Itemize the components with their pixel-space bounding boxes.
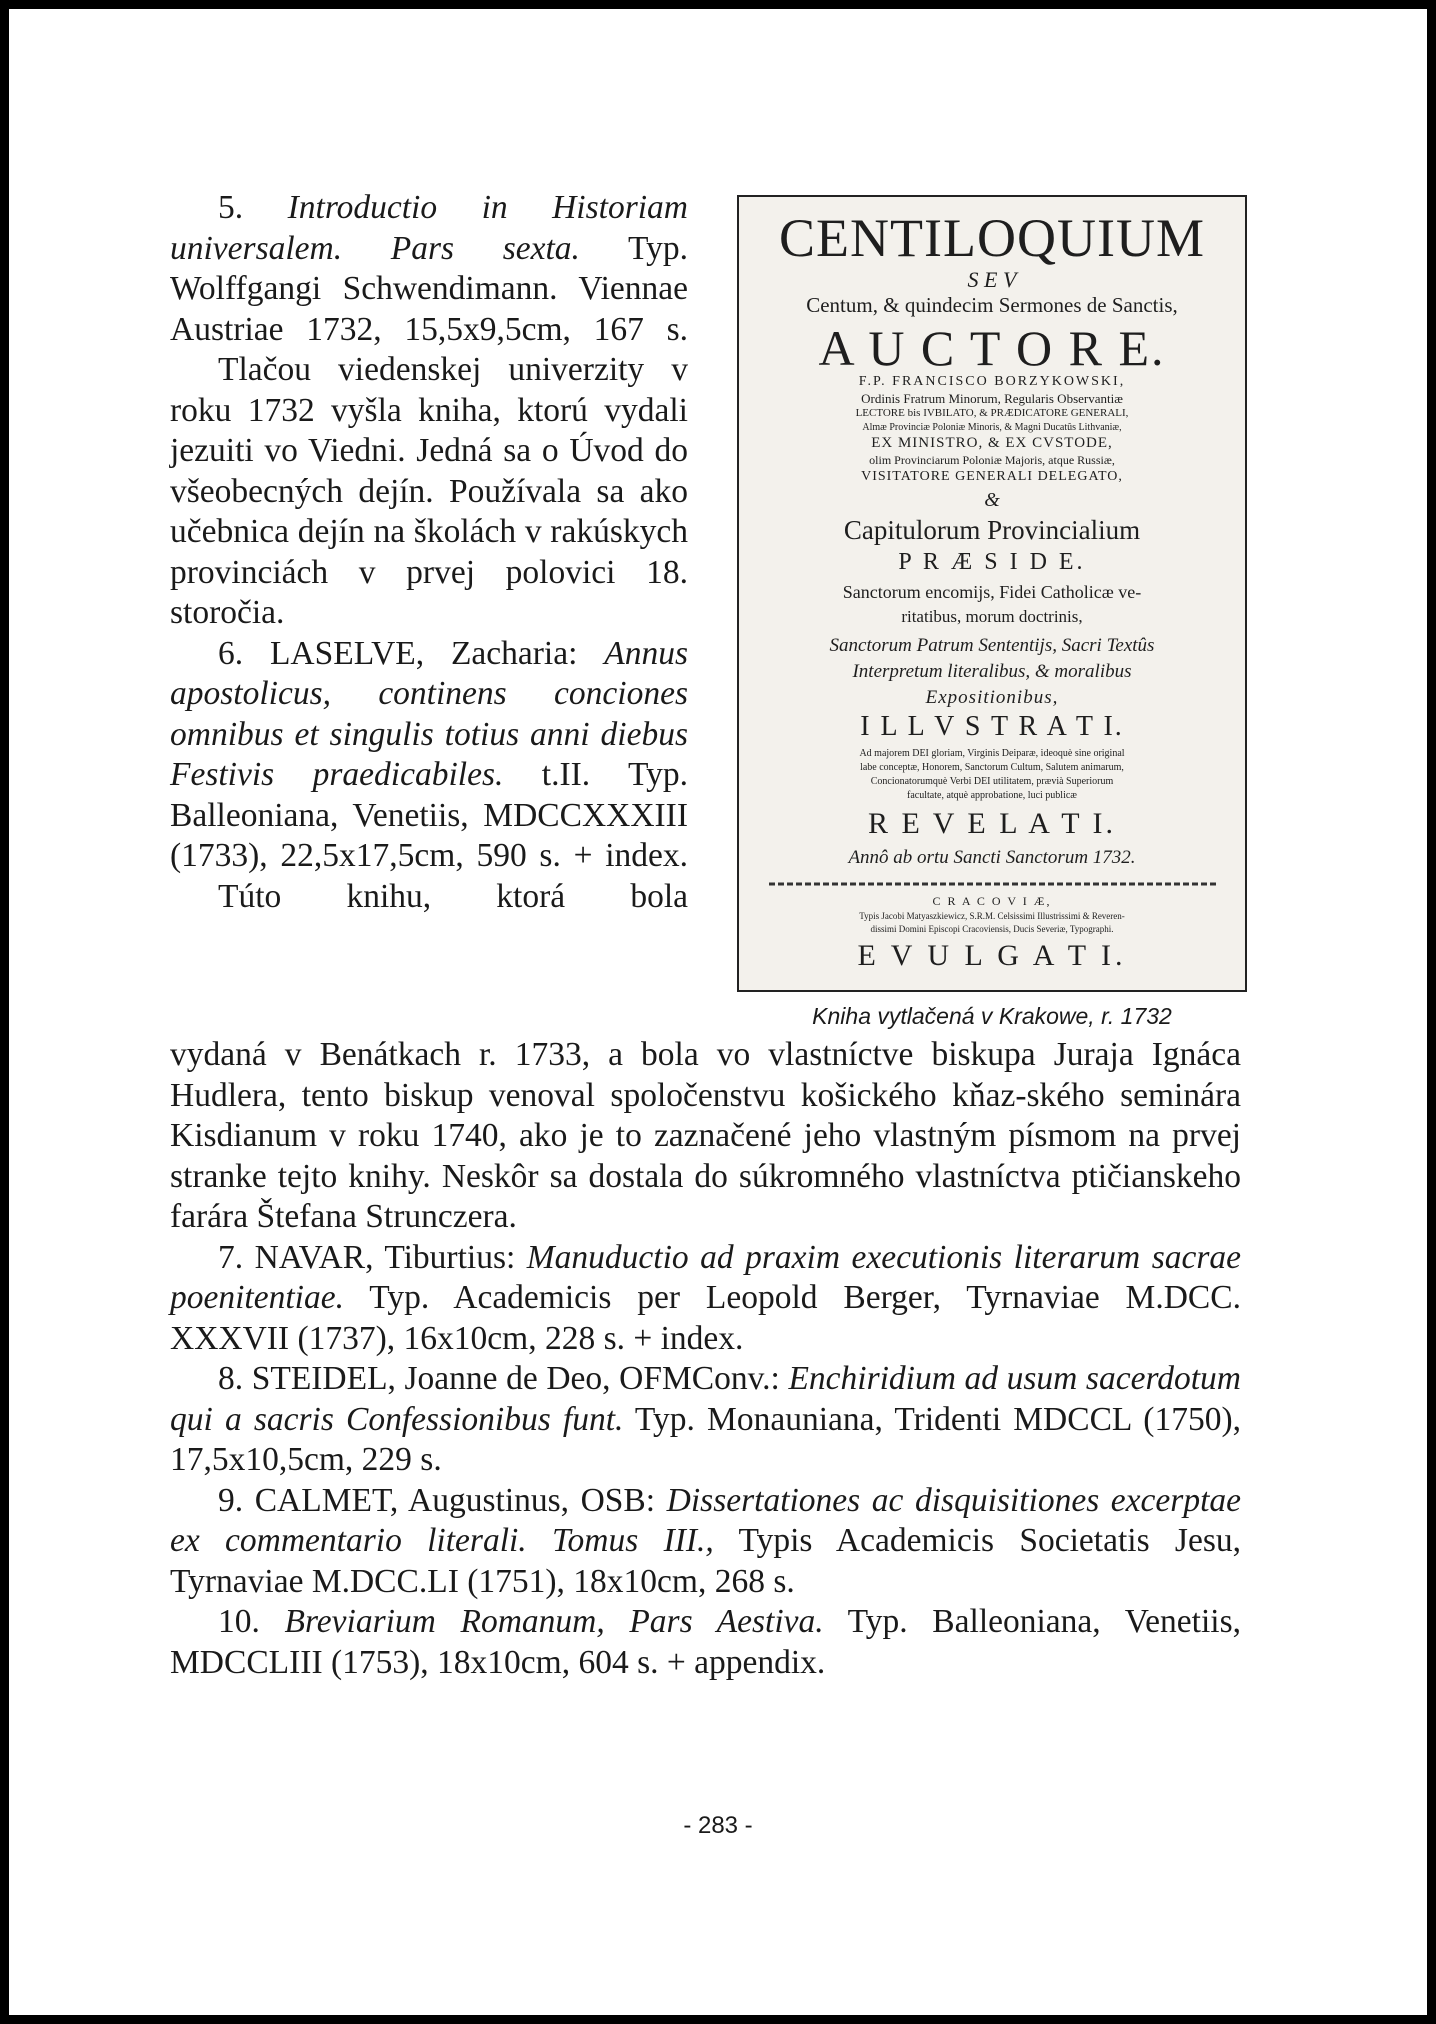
tp-line: & — [984, 489, 1000, 511]
entry-10 — [170, 1602, 1241, 1683]
entry-6 — [170, 634, 688, 877]
entry-5 — [170, 188, 688, 350]
entry-author: LASELVE, Zacharia: — [269, 634, 578, 672]
entry-6-description-rest: vydaná v Benátkach r. 1733, a bola vo vlastníctve biskupa Juraja Ignáca Hudlera, tento biskup venoval spoločenstvu košického kňaz-ského seminára Kisdianum v roku 1740, ako je to zaznačené jeho vlastným písmom na prvej stranke tejto knihy. Neskôr sa dostala do súkromného vlastníctva ptičianskeho farára Štefana Strunczera. — [170, 1036, 1241, 1235]
entry-5-description: Tlačou viedenskej univerzity v roku 1732 vyšla kniha, ktorú vydali jezuiti vo Viedni. Jedná sa o Úvod do všeobecných dejín. Používala sa ako učebnica dejín na školách v rakúskych provinciách v prvej polovici 18. storočia. — [170, 351, 688, 631]
tp-line: LECTORE bis IVBILATO, & PRÆDICATORE GENERALI, — [855, 407, 1129, 419]
entry-details: Typ. Wolffgangi Schwendimann. Viennae Austriae 1732, 15,5x9,5cm, 167 s. — [170, 229, 688, 348]
entry-number: 10. — [218, 1603, 260, 1640]
tp-line: Sanctorum encomijs, Fidei Catholicæ ve- — [842, 582, 1142, 602]
entry-6-description-start: Túto knihu, ktorá bola — [218, 877, 688, 915]
entry-number: 5. — [218, 189, 244, 226]
entry-author: NAVAR, Tiburtius: — [254, 1238, 516, 1276]
tp-line: Expositionibus, — [925, 687, 1059, 708]
entry-details: Typ. Academicis per Leopold Berger, Tyrnaviae M.DCC. XXXVII (1737), 16x10cm, 228 s. + index. — [170, 1279, 1241, 1357]
tp-line: Ad majorem DEI gloriam, Virginis Deiparæ, ideoquè sine original — [859, 748, 1125, 759]
entry-number: 7. — [218, 1238, 244, 1276]
entry-title: Manuductio ad praxim executionis literarum sacrae poenitentiae. — [170, 1238, 1242, 1316]
figure-caption: Kniha vytlačená v Krakowe, r. 1732 — [812, 1003, 1172, 1029]
tp-line: E V U L G A T I. — [857, 939, 1127, 972]
entry-number: 6. — [218, 634, 244, 672]
tp-line: C R A C O V I Æ, — [932, 894, 1052, 908]
tp-line: olim Provinciarum Poloniæ Majoris, atque Russiæ, — [869, 453, 1115, 467]
entry-title: Breviarium Romanum, Pars Aestiva. — [284, 1603, 824, 1640]
tp-line: I L L V S T R A T I. — [860, 711, 1124, 742]
entry-details: Typ. Balleoniana, Venetiis, MDCCLIII (1753), 18x10cm, 604 s. + appendix. — [170, 1603, 1241, 1681]
tp-line: facultate, atquè approbatione, luci publicæ — [907, 790, 1077, 801]
tp-line: A U C T O R E. — [818, 320, 1166, 376]
entry-7 — [170, 1238, 1241, 1360]
entry-details: Typis Academicis Societatis Jesu, Tyrnaviae M.DCC.LI (1751), 18x10cm, 268 s. — [170, 1522, 1241, 1600]
tp-line: Annô ab ortu Sancti Sanctorum 1732. — [848, 847, 1136, 868]
tp-line: EX MINISTRO, & EX CVSTODE, — [871, 435, 1113, 451]
tp-line: Concionatorumquè Verbi DEI utilitatem, prævià Superiorum — [870, 776, 1114, 787]
entry-8 — [170, 1359, 1241, 1481]
tp-line: Sanctorum Patrum Sententijs, Sacri Textûs — [829, 635, 1155, 656]
tp-line: P R Æ S I D E. — [898, 549, 1086, 575]
entry-number: 8. — [218, 1360, 244, 1397]
page-number: - 283 - — [683, 1812, 753, 1839]
tp-line: CENTILOQUIUM — [779, 208, 1205, 268]
tp-line: Centum, & quindecim Sermones de Sanctis, — [806, 293, 1178, 317]
tp-line: VISITATORE GENERALI DELEGATO, — [861, 469, 1123, 484]
tp-line: dissimi Domini Episcopi Cracoviensis, Ducis Severiæ, Typographi. — [870, 924, 1114, 934]
entry-author: STEIDEL, Joanne de Deo, OFMConv.: — [251, 1360, 780, 1397]
entry-title: Enchiridium ad usum sacerdotum qui a sacris Confessionibus funt. — [170, 1360, 1241, 1438]
entry-9 — [170, 1481, 1241, 1603]
tp-line: Typis Jacobi Matyaszkiewicz, S.R.M. Celsissimi Illustrissimi & Reveren- — [859, 911, 1125, 921]
tp-line: F.P. FRANCISCO BORZYKOWSKI, — [858, 374, 1126, 389]
left-column — [170, 188, 688, 917]
tp-line: Interpretum literalibus, & moralibus — [852, 661, 1132, 682]
tp-line: ritatibus, morum doctrinis, — [901, 607, 1083, 626]
entry-title: Dissertationes ac disquisitiones excerptae ex commentario literali. Tomus III., — [170, 1481, 1241, 1559]
title-page-image — [737, 195, 1247, 992]
entry-title: Introductio in Historiam universalem. Pars sexta. — [170, 189, 688, 267]
tp-line: Capitulorum Provincialium — [843, 515, 1141, 545]
entry-title: Annus apostolicus, continens conciones omnibus et singulis totius anni diebus Festivis praedicabiles. — [170, 634, 688, 793]
entry-number: 9. — [218, 1481, 244, 1519]
entry-details: Typ. Monauniana, Tridenti MDCCL (1750), 17,5x10,5cm, 229 s. — [170, 1400, 1241, 1478]
entry-author: CALMET, Augustinus, OSB: — [254, 1481, 656, 1519]
full-width-text — [170, 1035, 1241, 1683]
ornament-divider — [769, 877, 1219, 891]
tp-line: S E V — [967, 267, 1017, 292]
tp-line: Ordinis Fratrum Minorum, Regularis Observantiæ — [861, 391, 1123, 406]
tp-line: labe conceptæ, Honorem, Sanctorum Cultum, Salutem animarum, — [860, 762, 1124, 773]
entry-details: t.II. Typ. Balleoniana, Venetiis, MDCCXXXIII (1733), 22,5x17,5cm, 590 s. + index. — [170, 756, 688, 874]
tp-line: R E V E L A T I. — [867, 807, 1117, 840]
tp-line: Almæ Provinciæ Poloniæ Minoris, & Magni Ducatûs Lithvaniæ, — [862, 422, 1122, 433]
